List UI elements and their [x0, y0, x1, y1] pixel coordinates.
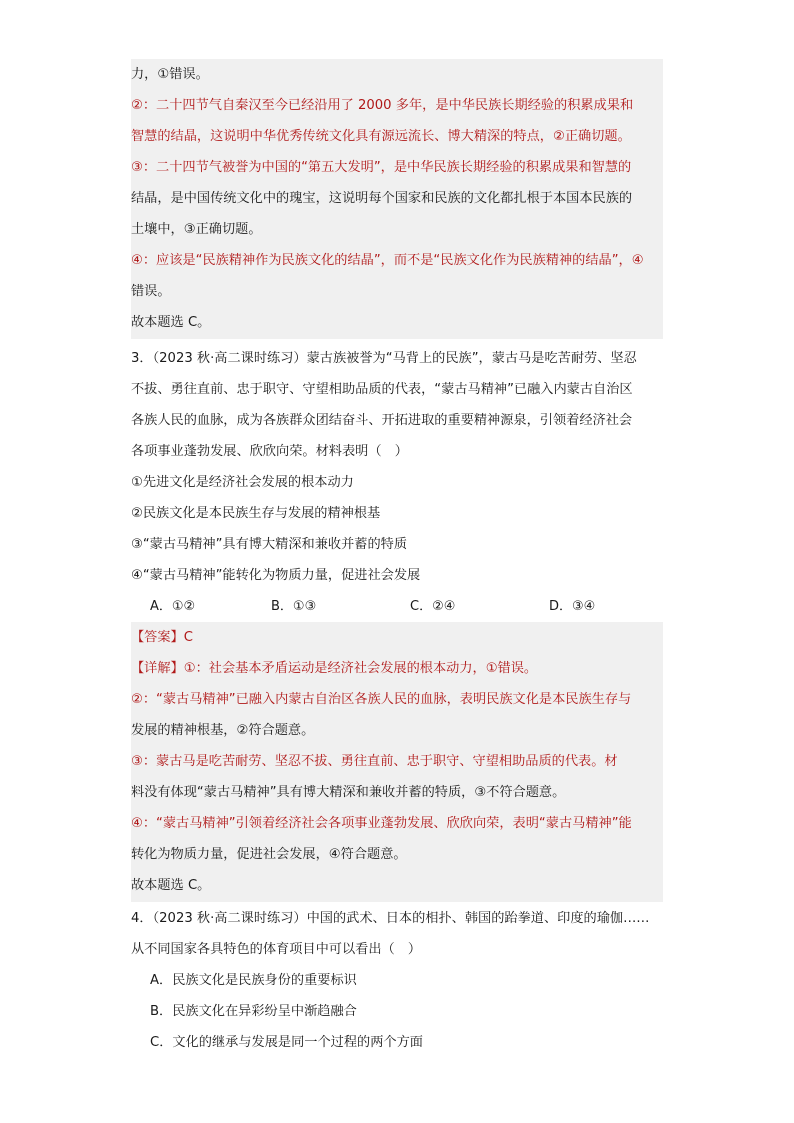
analysis-line: ④：应该是“民族精神作为民族文化的结晶”，而不是“民族文化作为民族精神的结晶”，④ [131, 253, 644, 268]
analysis-line: 力，①错误。 [131, 67, 209, 82]
question-stem-line: 从不同国家各具特色的体育项目中可以看出（ ） [131, 942, 422, 957]
question-4 [131, 903, 663, 1063]
statement-item: ③“蒙古马精神”具有博大精深和兼收并蓄的特质 [131, 537, 408, 552]
detail-line: 发展的精神根基，②符合题意。 [131, 723, 315, 738]
analysis-line: ③：二十四节气被誉为中国的“第五大发明”，是中华民族长期经验的积累成果和智慧的 [131, 160, 632, 175]
statement-item: ①先进文化是经济社会发展的根本动力 [131, 475, 354, 490]
option-a: A．民族文化是民族身份的重要标识 [150, 973, 357, 988]
analysis-line: 故本题选 C。 [131, 315, 211, 330]
question-stem-line: 各族人民的血脉，成为各族群众团结奋斗、开拓进取的重要精神源泉，引领着经济社会 [131, 413, 633, 428]
option-a: A．①② [150, 599, 196, 614]
detail-label: 【详解】 [131, 661, 184, 676]
q2-analysis-block [131, 59, 663, 339]
question-stem-line: 4．（2023 秋·高二课时练习）中国的武术、日本的相扑、韩国的跆拳道、印度的瑜伽…… [131, 911, 650, 926]
statement-item: ④“蒙古马精神”能转化为物质力量，促进社会发展 [131, 568, 421, 583]
answer-value: C [183, 630, 193, 645]
analysis-line: 错误。 [131, 284, 171, 299]
detail-text: ①：社会基本矛盾运动是经济社会发展的根本动力，①错误。 [183, 661, 538, 676]
analysis-line: 土壤中，③正确切题。 [131, 222, 262, 237]
detail-line: ③：蒙古马是吃苦耐劳、坚忍不拔、勇往直前、忠于职守、守望相助品质的代表。材 [131, 754, 618, 769]
detail-line [131, 653, 537, 684]
question-stem-line: 不拔、勇往直前、忠于职守、守望相助品质的代表，“蒙古马精神”已融入内蒙古自治区 [131, 382, 633, 397]
option-b: B．①③ [271, 599, 317, 614]
statement-item: ②民族文化是本民族生存与发展的精神根基 [131, 506, 381, 521]
q3-answer-block [131, 622, 663, 902]
option-d: D．③④ [549, 599, 596, 614]
detail-line: 故本题选 C。 [131, 878, 211, 893]
answer-line [131, 622, 193, 653]
detail-line: 转化为物质力量，促进社会发展，④符合题意。 [131, 847, 407, 862]
option-c: C．文化的继承与发展是同一个过程的两个方面 [150, 1035, 423, 1050]
answer-label: 【答案】 [131, 630, 184, 645]
analysis-line: ②：二十四节气自秦汉至今已经沿用了 2000 多年，是中华民族长期经验的积累成果和 [131, 98, 634, 113]
analysis-line: 智慧的结晶，这说明中华优秀传统文化具有源远流长、博大精深的特点，②正确切题。 [131, 129, 631, 144]
detail-line: ②：“蒙古马精神”已融入内蒙古自治区各族人民的血脉，表明民族文化是本民族生存与 [131, 692, 632, 707]
question-stem-line: 3．（2023 秋·高二课时练习）蒙古族被誉为“马背上的民族”，蒙古马是吃苦耐劳、坚忍 [131, 351, 637, 366]
question-stem-line: 各项事业蓬勃发展、欣欣向荣。材料表明（ ） [131, 444, 408, 459]
analysis-line: 结晶，是中国传统文化中的瑰宝，这说明每个国家和民族的文化都扎根于本国本民族的 [131, 191, 633, 206]
option-b: B．民族文化在异彩纷呈中渐趋融合 [150, 1004, 357, 1019]
detail-line: 料没有体现“蒙古马精神”具有博大精深和兼收并蓄的特质，③不符合题意。 [131, 785, 566, 800]
detail-line: ④：“蒙古马精神”引领着经济社会各项事业蓬勃发展、欣欣向荣，表明“蒙古马精神”能 [131, 816, 632, 831]
question-3 [131, 343, 663, 623]
choice-options [131, 591, 663, 622]
option-c: C．②④ [410, 599, 456, 614]
